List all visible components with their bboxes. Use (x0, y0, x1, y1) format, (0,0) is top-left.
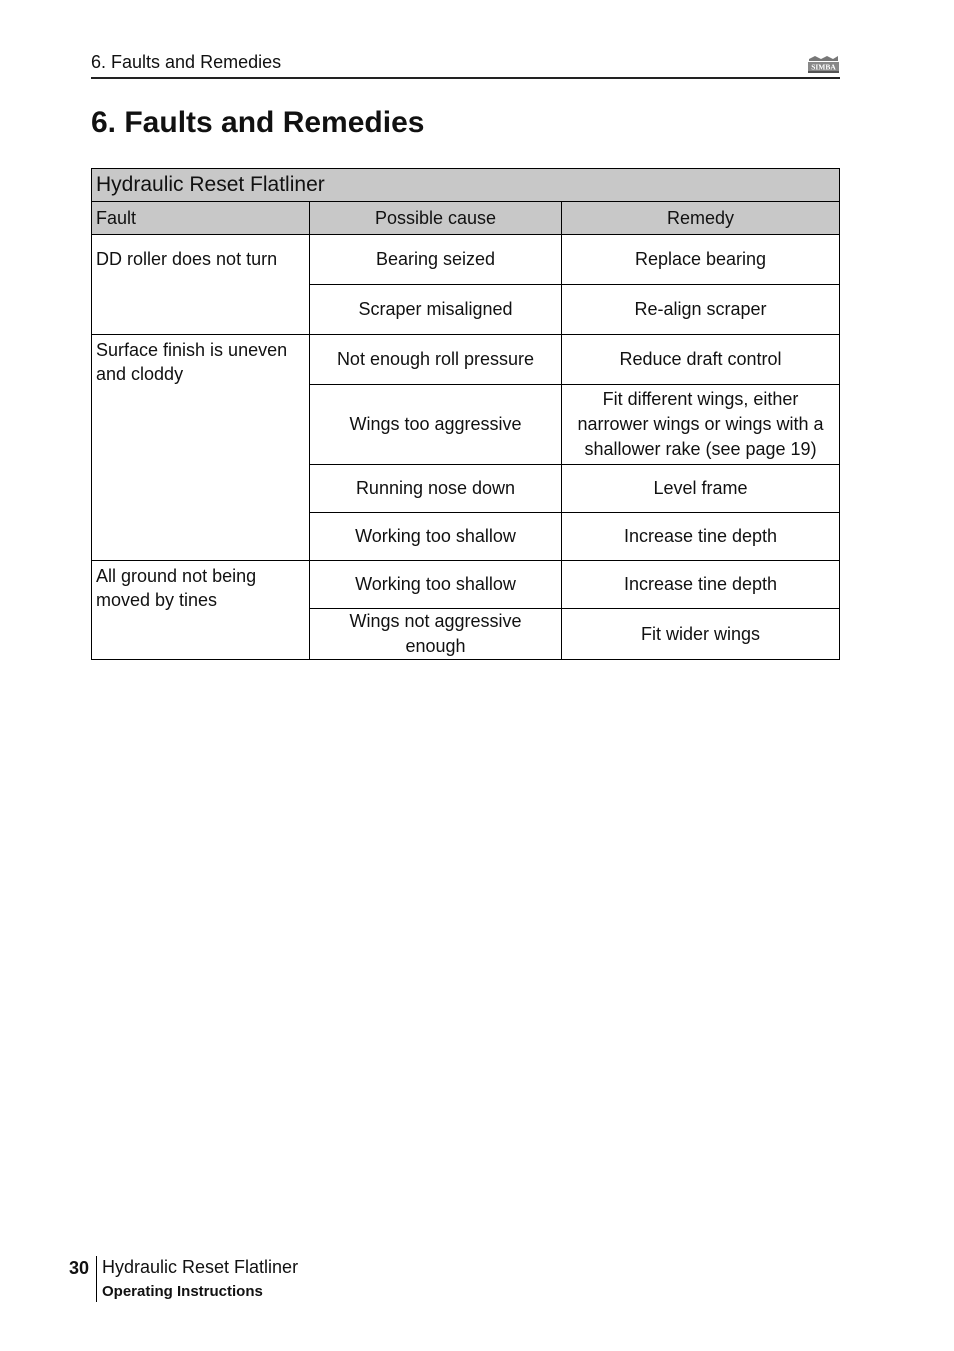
simba-logo-icon (807, 55, 840, 74)
fault-cell: All ground not being moved by tines (92, 561, 310, 660)
column-header-remedy: Remedy (562, 202, 840, 235)
table-header-row (92, 202, 840, 235)
remedy-cell: Replace bearing (562, 235, 840, 285)
footer-title: Hydraulic Reset Flatliner (102, 1257, 299, 1277)
running-header-title: 6. Faults and Remedies (91, 52, 282, 72)
remedy-cell: Increase tine depth (562, 513, 840, 561)
fault-cell: Surface finish is uneven and cloddy (92, 335, 310, 561)
column-header-fault: Fault (92, 202, 310, 235)
page-number: 30 (69, 1258, 90, 1278)
faults-table (91, 168, 840, 660)
running-header (91, 52, 840, 79)
cause-cell: Bearing seized (310, 235, 562, 285)
cause-cell: Not enough roll pressure (310, 335, 562, 385)
remedy-cell: Reduce draft control (562, 335, 840, 385)
cause-cell: Wings not aggressive enough (310, 609, 562, 660)
cause-cell: Wings too aggressive (310, 385, 562, 465)
cause-cell: Running nose down (310, 465, 562, 513)
remedy-cell: Fit different wings, either narrower wings or wings with a shallower rake (see page 19) (562, 385, 840, 465)
remedy-cell: Fit wider wings (562, 609, 840, 660)
logo-text: SIMBA (811, 62, 836, 72)
remedy-cell: Re-align scraper (562, 285, 840, 335)
table-caption: Hydraulic Reset Flatliner (92, 169, 840, 202)
table-caption-row (92, 169, 840, 202)
fault-cell: DD roller does not turn (92, 235, 310, 335)
column-header-cause: Possible cause (310, 202, 562, 235)
cause-cell: Working too shallow (310, 513, 562, 561)
table-row (92, 561, 840, 609)
table-row (92, 335, 840, 385)
cause-cell: Working too shallow (310, 561, 562, 609)
footer-divider (96, 1256, 97, 1302)
page-title: 6. Faults and Remedies (91, 106, 425, 139)
cause-cell: Scraper misaligned (310, 285, 562, 335)
remedy-cell: Level frame (562, 465, 840, 513)
remedy-cell: Increase tine depth (562, 561, 840, 609)
footer-subtitle: Operating Instructions (102, 1283, 263, 1300)
table-row (92, 235, 840, 285)
